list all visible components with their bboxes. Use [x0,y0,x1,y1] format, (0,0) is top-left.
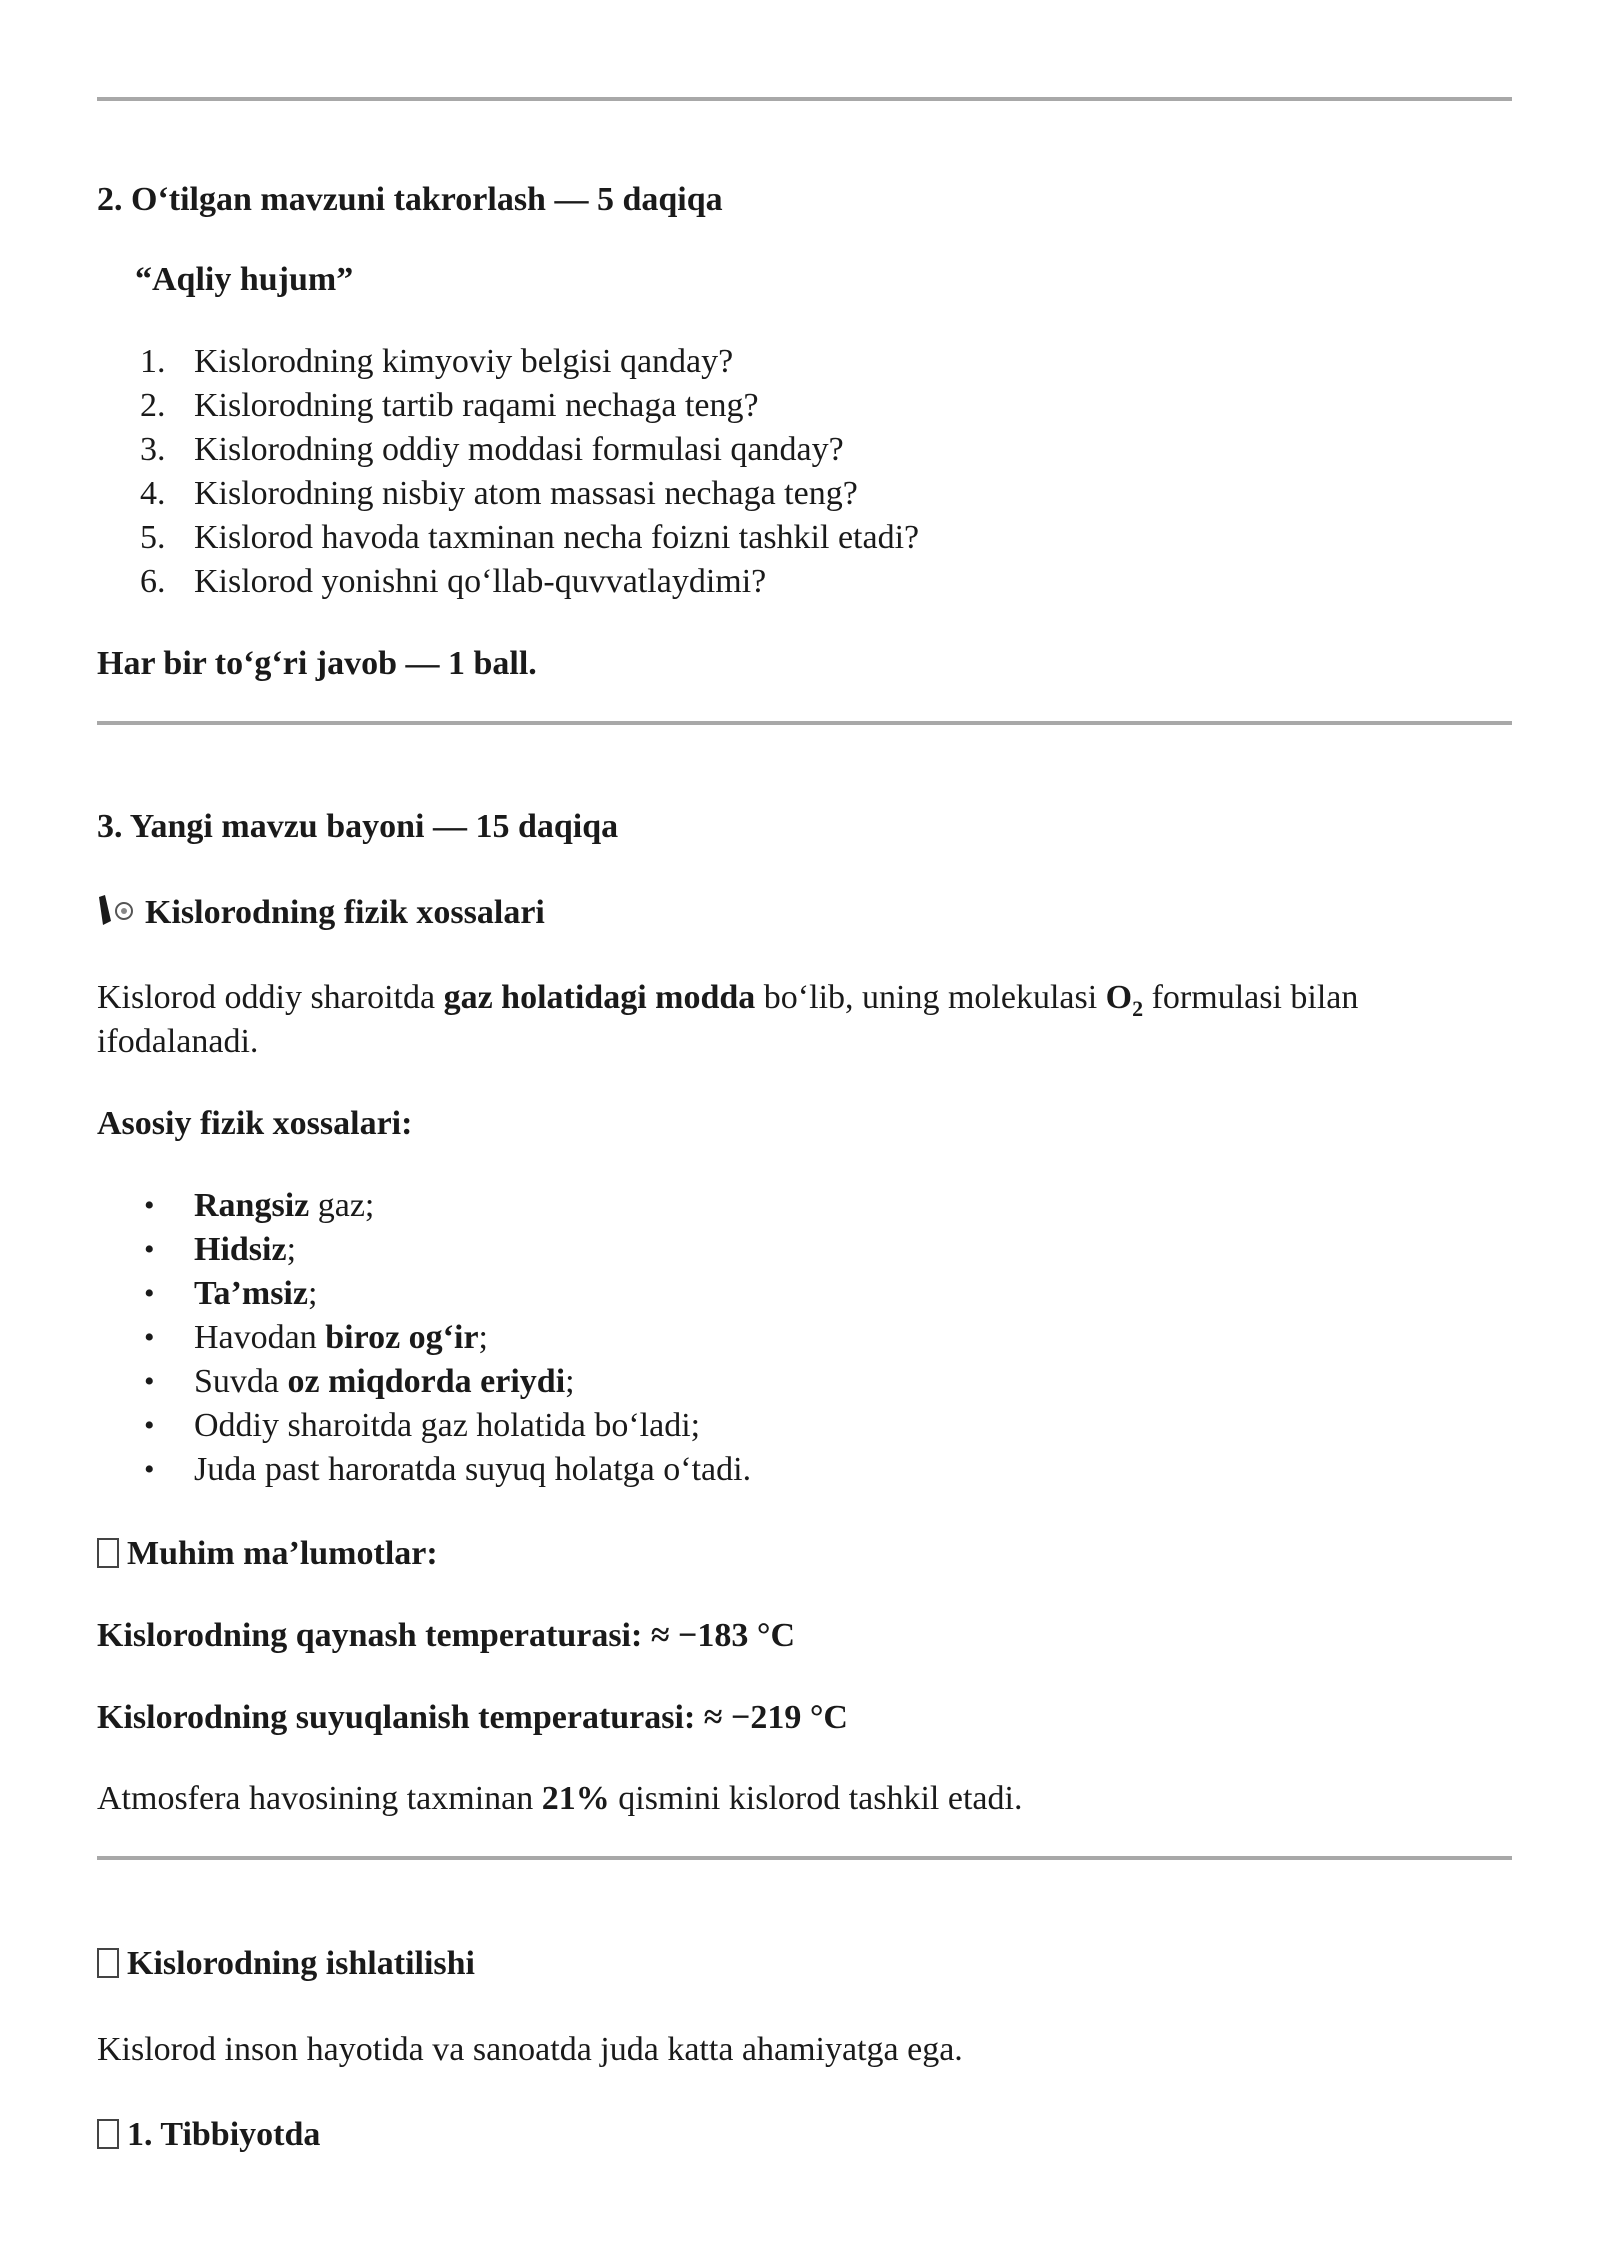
liquefy-point: Kislorodning suyuqlanish temperaturasi: ≈ −219 °C [97,1699,848,1736]
divider [97,721,1512,725]
missing-glyph-icon [97,1948,119,1978]
usage-heading: Kislorodning ishlatilishi [97,1942,1512,1986]
atmosphere-note: Atmosfera havosining taxminan 21% qismini kislorod tashkil etadi. [97,1780,1023,1817]
muhim-heading: Muhim ma’lumotlar: [97,1532,1512,1576]
document-page: 2. O‘tilgan mavzuni takrorlash — 5 daqiqa “Aqliy hujum” 1. Kislorodning kimyoviy belgisi qanday? 2. Kislorodning tartib raqami nechaga teng? 3. Kislorodning oddiy moddasi formulasi qanday? 4. Kislorodning nisbiy atom massasi nechaga teng? 5. Kislorod havoda taxminan necha foizni tashkil etadi? 6. Kislorod yonishni qo‘llab-quvvatlaydimi? Har bir to‘g‘ri javob — 1 ball. 3. Yangi mavzu bayoni — 15 daqiqa Kislorodning fizik xossalari Kislorod oddiy sharoitda gaz holatidagi modda bo‘lib, uning molekulasi $O_2$ formulasi bilan ifodalanadi. Asosiy fizik xossalari: • Rangsiz gaz; • Hidsiz; • Ta’msiz; • Havodan biroz og‘ir; • Suvda oz miqdorda eriydi; • Oddiy sharoitda gaz holatida bo‘ladi; • Juda past haroratda suyuq holatga o‘tadi. Muhim ma’lumotlar: Kislorodning qaynash temperaturasi: ≈ −183 °C Kislorodning suyuqlanish temperaturasi: ≈ −219 °C Atmosfera havosining taxminan 21% qismini kislorod tashkil etadi. Kislorodning ishlatilishi Kislorod inson hayotida va sanoatda juda katta ahamiyatga ega. 1. Tibbiyotda [0,0,1600,2262]
fizik-heading: Kislorodning fizik xossalari [97,891,1512,935]
missing-glyph-icon [97,2119,119,2149]
score-note: Har bir to‘g‘ri javob — 1 ball. [97,645,537,682]
missing-glyph-icon [97,1538,119,1568]
asosiy-heading: Asosiy fizik xossalari: [97,1105,413,1142]
divider [97,1856,1512,1860]
section3-title: 3. Yangi mavzu bayoni — 15 daqiqa [97,808,619,845]
divider [97,97,1512,101]
intro-paragraph: Kislorod oddiy sharoitda gaz holatidagi modda bo‘lib, uning molekulasi $O_2$ formulasi bilan ifodalanadi. [97,979,1359,1060]
usage-intro: Kislorod inson hayotida va sanoatda juda katta ahamiyatga ega. [97,2031,963,2068]
section2-title: 2. O‘tilgan mavzuni takrorlash — 5 daqiqa [97,181,723,218]
usage-sub1: 1. Tibbiyotda [97,2113,1512,2157]
boiling-point: Kislorodning qaynash temperaturasi: ≈ −183 °C [97,1617,796,1654]
magnifier-icon [97,893,137,927]
section2-subtitle: “Aqliy hujum” [135,261,354,298]
